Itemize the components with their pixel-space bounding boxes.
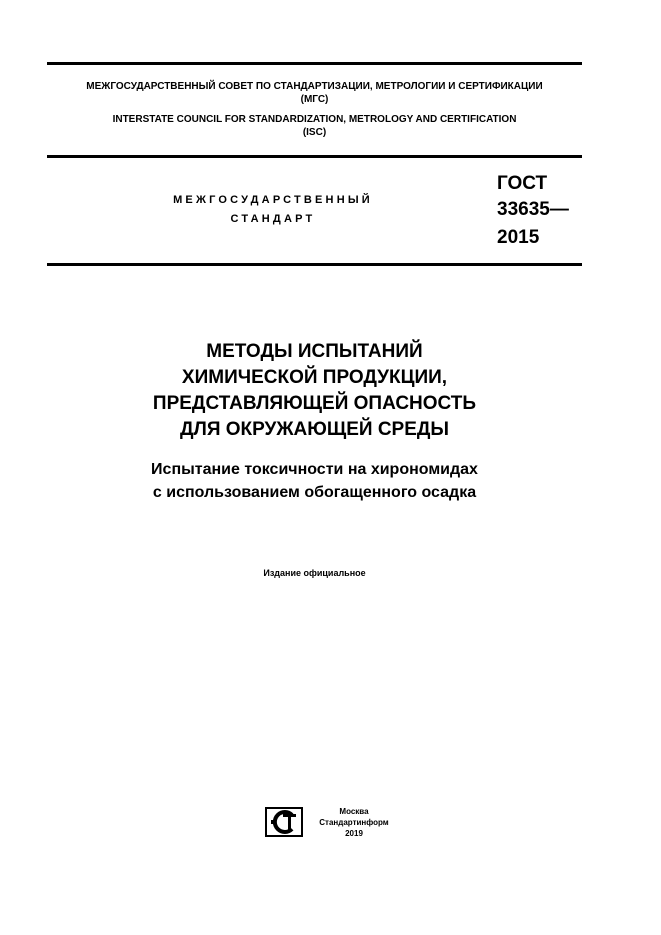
council-name-en: INTERSTATE COUNCIL FOR STANDARDIZATION, METROLOGY AND CERTIFICATION [112, 114, 517, 125]
lower-rule [47, 263, 582, 266]
publisher-name: Стандартинформ [319, 818, 389, 827]
document-title-line-1: МЕТОДЫ ИСПЫТАНИЙ [206, 341, 423, 362]
standard-type-line-1: МЕЖГОСУДАРСТВЕННЫЙ [173, 194, 373, 206]
standard-code-line-2: 33635— [497, 199, 569, 220]
document-title-line-2: ХИМИЧЕСКОЙ ПРОДУКЦИИ, [181, 367, 448, 388]
council-name-ru: МЕЖГОСУДАРСТВЕННЫЙ СОВЕТ ПО СТАНДАРТИЗАЦИИ, МЕТРОЛОГИИ И СЕРТИФИКАЦИИ [86, 81, 543, 92]
document-title-line-4: ДЛЯ ОКРУЖАЮЩЕЙ СРЕДЫ [179, 419, 450, 440]
standartinform-logo-icon [265, 806, 303, 838]
publisher-city: Москва [339, 807, 369, 816]
top-rule [47, 62, 582, 65]
document-title-line-3: ПРЕДСТАВЛЯЮЩЕЙ ОПАСНОСТЬ [152, 393, 477, 414]
publisher-year: 2019 [345, 829, 363, 838]
middle-rule [47, 155, 582, 158]
standard-code-line-1: ГОСТ [497, 173, 548, 194]
document-subtitle-line-2: с использованием обогащенного осадка [152, 484, 477, 501]
council-abbr-ru: (МГС) [300, 94, 329, 105]
council-abbr-en: (ISC) [302, 127, 327, 138]
edition-label: Издание официальное [263, 568, 366, 578]
standard-type-line-2: СТАНДАРТ [230, 213, 316, 225]
document-subtitle-line-1: Испытание токсичности на хирономидах [151, 461, 478, 478]
standard-code-line-3: 2015 [497, 227, 540, 248]
